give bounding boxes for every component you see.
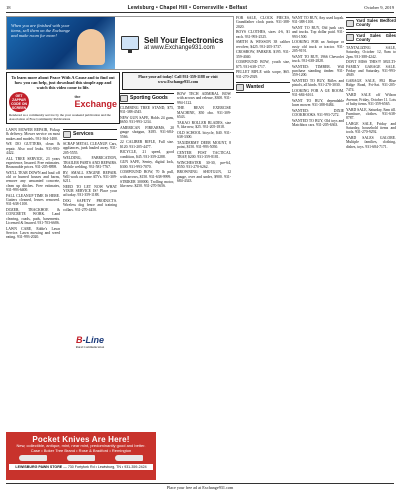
- classified-listing: WE DO GUTTERS, clean & repair. Also roof leaks. 931-993-4422.: [6, 142, 60, 155]
- classified-listing: WANTED TO BUY, Old toys and Matchbox cars. 931-205-6363.: [292, 118, 344, 128]
- zappar-code-icon: GET ZAPPAR CODE ON SCREEN: [9, 92, 29, 112]
- classified-listing: ALL TREE SERVICE, 23 years experience, Insured. Free estimates. Reasonable prices. 931-205-8898.: [6, 156, 60, 170]
- knives-footer: LEWISBURG PAWN STORE — 730 Fortyfork Rd • Lewisburg, TN • 931-359-2424: [9, 464, 153, 470]
- column-3: [120, 92, 174, 428]
- classified-listing: WINCHESTER 30-30, pre-64, $550. 931-270-6262.: [177, 160, 231, 169]
- issue-date: October 9, 2019: [364, 5, 394, 10]
- child-figure-icon: [77, 29, 105, 65]
- promo-title: To learn more about Peace With A Cause and to find out how you can help, just download this simple app and watch this video come to life.: [11, 75, 115, 90]
- classified-listing: WANT TO BUY, 1966 Chevrolet truck. 931-638-2828.: [292, 54, 344, 63]
- section-wanted: Wanted: [236, 82, 290, 93]
- classified-listing: CROSBOW, PARKER. $195. 931-359-4040.: [236, 50, 290, 59]
- classified-listing: WANT TO BUY, dependable lawn mower. 931-388-8484.: [292, 98, 344, 108]
- classified-listing: OLD SCHOOL bicycle, $40. 931-638-3300.: [177, 130, 231, 139]
- section-sporting-goods: Sporting Goods: [120, 93, 174, 104]
- promo-footer: Rendered as a community service by the your weekend publication and the Association of Free Community Publications: [9, 113, 111, 121]
- knife-icon: [19, 455, 47, 461]
- classified-listing: LOOKING FOR A GE ROOM. 931-684-6161.: [292, 88, 344, 98]
- magnifier-icon: [236, 84, 244, 91]
- classified-listing: THE BEAN EXERCISE MACHINE, $50 obo. 931-309-6543.: [177, 106, 231, 119]
- classified-listing: FALL CLEANUP TIME IS HERE. Gutters cleaned, leaves removed. 931-638-1100.: [6, 193, 60, 207]
- column-5: [236, 16, 290, 480]
- sell-electronics-banner[interactable]: [6, 16, 234, 70]
- banner-sell-area: [115, 17, 233, 69]
- banner-photo: [7, 17, 115, 69]
- classified-listing: WANT TO BUY, Any used kayak. 931-388-1100.: [292, 16, 344, 25]
- column-4: [177, 92, 231, 480]
- classified-listing: LAWN MOWER REPAIR, Pickup & delivery. Mower service on most makes and models. 931-364-1400.: [6, 128, 60, 141]
- classified-listing: GUN SAFE, Sentry, digital lock, $300. 931-993-7070.: [120, 160, 174, 169]
- classified-listing: WANTED: TIMBER. Will purchase standing timber. 931-359-1200.: [292, 64, 344, 78]
- classified-listing: TANTALIZING SALE, Saturday, October 12, 8am to 2pm. 931-388-4242.: [346, 46, 396, 59]
- classified-listing: YARD SALES GALORE. Multiple families, clothing, dishes, toys. 931-684-7171.: [346, 136, 396, 149]
- classified-listing: COMPOUND BOW, 70 lb pull, with arrows, $150. 931-638-9999.: [120, 170, 174, 179]
- knives-brands: Case • Boker Tree Brand • Rose & Bradford • Remington: [30, 447, 132, 453]
- classified-listing: BROWNING SHOTGUN, 12 gauge, over and under, $900. 931-684-4343.: [177, 170, 231, 184]
- monitor-icon: [121, 36, 139, 50]
- column-2: [63, 128, 117, 428]
- classified-listing: YARD SALE, Saturday, 8am till. Furniture, clothes. 931-638-8787.: [346, 107, 396, 121]
- classified-listing: RV, SMALL ENGINE REPAIR. Will work on some ATVs. 931-309-6211.: [63, 170, 117, 184]
- ball-icon: [120, 95, 128, 102]
- footer-text: Place your free ad at Exchange931.com: [166, 484, 234, 490]
- bline-logo: B-Line Rural Communication: [75, 335, 105, 349]
- classified-listing: BOW TECH ADMIRAL BOW with arrows and release, $300. 931-994-1122.: [177, 92, 231, 105]
- place-ad-block[interactable]: [122, 72, 234, 90]
- classified-listing: CLIMBING TREE STAND, $75, 931-388-4545.: [120, 106, 174, 115]
- exchange-logo: the Exchange: [74, 94, 117, 109]
- classified-listing: LARGE SALE, Friday and Saturday, household items and tools. 931-270-9292.: [346, 121, 396, 135]
- classified-listing: WANTED TO BUY, Rifles and pistols, all kinds. 931-270-3030.: [292, 78, 344, 88]
- classified-listing: LAWN CARE, Eddie's Lawn Service. Lawn mowing and weed eating. 931-993-2020.: [6, 226, 60, 240]
- classified-listing: COMPOUND BOW, youth size, $75. 931-638-1717.: [236, 60, 290, 69]
- classified-listing: YARD SALE off Wilson Avenue, Friday, October 11. Lots of baby items. 931-359-6565.: [346, 93, 396, 106]
- column-1: [6, 128, 60, 428]
- page-footer: [6, 483, 394, 490]
- classified-listing: BICYCLE, 21 speed, good condition, $45. 931-359-2288.: [120, 150, 174, 159]
- banner-photo-text: When you are finished with your items, sell them on the Exchange and make room for more!: [11, 23, 70, 39]
- sign-icon: [346, 34, 354, 41]
- paper-names: Lewisburg • Chapel Hill • Cornersville • Belfast: [127, 4, 248, 11]
- classified-listing: SCRAP METAL CLEANUP. Cars, appliances, junk hauled away. 931-205-5555.: [63, 142, 117, 155]
- knives-title: Pocket Knives Are Here!: [32, 435, 130, 444]
- knife-icon: [67, 455, 95, 461]
- classified-listing: TAKAO ROLLER BLADES, size 9, like new, $25. 931-205-1818.: [177, 120, 231, 129]
- classified-listing: DOZER, TRACKHOE & CONCRETE WORK. Land clearing, roads, pads, basements. Licensed & Insured. 931-703-6686.: [6, 208, 60, 225]
- knives-subtitle: New, collectible, antique, mint, near mint, predominantly good and better.: [16, 443, 146, 448]
- wrench-icon: [63, 131, 71, 138]
- classified-listing: FOR SALE, CLOCK PIECES, Grandfather clock parts. 931-388-2020.: [236, 16, 290, 29]
- classified-listing: WELDING, FABRICATION, TRAILER PARTS AND REPAIRS. Mobile welding. 931-581-7767.: [63, 156, 117, 169]
- pocket-knives-ad[interactable]: [6, 432, 156, 480]
- column-6: [292, 16, 344, 480]
- knife-icon: [115, 455, 143, 461]
- classified-listing: TAXIDERMY DEER MOUNT, 8 point, $150. 931-993-5050.: [177, 140, 231, 149]
- classified-listing: STRIKER 300000, Trolling motor, like new. $250. 931-270-5656.: [120, 180, 174, 189]
- place-ad-text: Place your ad today! Call 931-359-1188 or visit www.Exchange931.com: [138, 74, 218, 84]
- classified-listing: 22 CALIBER RIFLE, Full size. $120. 931-205-4477.: [120, 140, 174, 149]
- classified-listing: WANT TO BUY, Old junk cars and trucks. Top dollar paid. 931-993-1500.: [292, 25, 344, 39]
- classified-listing: AMERICAN FIREARMS, 20 gauge shotgun, $185. 931-684-5566.: [120, 125, 174, 139]
- classified-listing: GARAGE SALE, 892 Blue Ridge Road, Fri-Sat. 931-205-7474.: [346, 79, 396, 92]
- classified-listing: DONT MISS THIS!!! MULTI-FAMILY GARAGE SALE. Friday and Saturday. 931-993-4949.: [346, 60, 396, 78]
- classified-listing: DOG SAFETY PRODUCTS. Wireless dog fence and training collars. 931-270-4450.: [63, 199, 117, 212]
- banner-url[interactable]: at www.Exchange931.com: [144, 44, 215, 51]
- page-number: 18: [6, 5, 11, 10]
- column-7: [346, 16, 396, 480]
- classified-listing: NEED TO LET NOW WHAT YOUR SERVICE IS? Place your ad today. 931-359-1188.: [63, 184, 117, 198]
- peace-with-cause-promo: [6, 72, 120, 124]
- sign-icon: [346, 20, 354, 27]
- classified-listing: WANTED: DIXIE COOKBOOKS. 931-993-7272.: [292, 108, 344, 118]
- classified-listing: NEW GUN SAFE, Holds 24 guns, $650. 931-993-1234.: [120, 115, 174, 125]
- classified-listing: CENTER POST TACTICAL TRAP, $200. 931-359-8181.: [177, 150, 231, 159]
- section-services: Services: [63, 129, 117, 140]
- classified-listing: SMITH & WESSON 38 caliber revolver, $425. 931-205-3737.: [236, 40, 290, 49]
- banner-title: Sell Your Electronics: [144, 35, 224, 45]
- classified-listing: PELLET RIFLE with scope, $65. 931-270-2929.: [236, 70, 290, 79]
- section-yard-sales-bedford: Yard Sales Bedford County: [346, 17, 396, 30]
- classified-listing: BOYS CLOTHES, sizes 4-6, $1 each. 931-993-2525.: [236, 30, 290, 39]
- classified-listing: LOOKING FOR an Antique or rusty old truck or tractor. 931-205-9191.: [292, 40, 344, 53]
- section-yard-sales-giles: Yard Sales Giles County: [346, 32, 396, 45]
- masthead: [6, 3, 394, 13]
- classified-listing: WE'LL TEAR DOWN and haul off old or burned houses and barns, remove any unwanted concrete, clean up ditches. Free estimates, 931-993-6400.: [6, 170, 60, 193]
